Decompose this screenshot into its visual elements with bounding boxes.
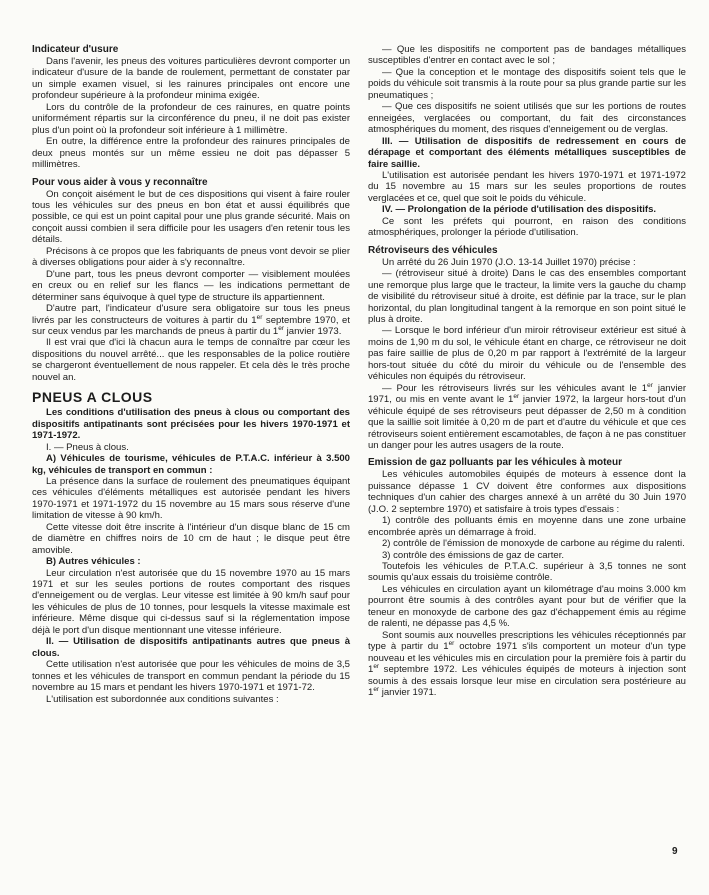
text-run: Sont soumis aux nouvelles prescriptions les véhicules réceptionnés par type à partir du 1 <box>368 629 686 653</box>
paragraph: Précisons à ce propos que les fabriquants de pneus vont devoir se plier à diverses obligations pour aider à s'y reconnaître. <box>32 245 350 269</box>
paragraph: — Que les dispositifs ne comportent pas de bandages métalliques susceptibles d'entrer en contact avec le sol ; <box>368 44 686 67</box>
superscript: er <box>513 392 520 400</box>
text-run: septembre 1972. Les véhicules équipés de moteurs à injection sont soumis à des essais lorsque leur mise en circulation sera postérieure au 1 <box>368 664 686 699</box>
superscript: er <box>373 685 380 693</box>
paragraph: En outre, la différence entre la profondeur des rainures principales de deux pneus montés sur un même essieu ne doit pas dépasser 5 millimètres. <box>32 136 350 171</box>
left-column <box>32 44 350 705</box>
paragraph: On conçoit aisément le but de ces dispositions qui visent à faire rouler tous les véhicules sur des pneus en bon état et aussi équilibrés que possible, ce qui est un point capital pour une plus grande sécurité. Mais on conçoit aussi combien il sera difficile pour les usagers d'en retenir tous les détails. <box>32 188 350 246</box>
paragraph: Toutefois les véhicules de P.T.A.C. supérieur à 3,5 tonnes ne sont soumis qu'aux essais du troisième contrôle. <box>368 561 686 584</box>
subsection-heading <box>32 442 350 453</box>
subsection-heading: IV. — Prolongation de la période d'utilisation des dispositifs. <box>382 204 657 216</box>
paragraph: Leur circulation n'est autorisée que du 15 novembre 1970 au 15 mars 1971 et sur les seules portions de routes comportant des risques d'enneigement ou de verglas. Leur vitesse est limitée à 90 km/h sauf pour les véhicules de plus de 10 tonnes, pour lesquels la vitesse maximale est inférieure. Même disque qui ci-dessus sauf si la réglementation impose déjà le port d'un disque mentionnant une vitesse inférieure. <box>32 567 350 636</box>
subsection-heading: A) Véhicules de tourisme, véhicules de P.T.A.C. inférieur à 3.500 kg, véhicules de transport en commun : <box>32 453 350 476</box>
right-column <box>368 44 686 698</box>
text-run: octobre 1971 s'ils comportent un moteur d'un type nouveau et les véhicules mis en circulation pour la première fois à partir du 1 <box>368 641 686 676</box>
page-number: 9 <box>672 846 678 857</box>
paragraph: L'utilisation est subordonnée aux conditions suivantes : <box>46 693 279 705</box>
paragraph <box>368 630 686 699</box>
section-heading-help: Pour vous aider à vous y reconnaître <box>32 176 208 188</box>
paragraph: Les véhicules en circulation ayant un kilométrage d'au moins 3.000 km pourront être soumis à des contrôles ayant pour but de vérifier que la teneur en monoxyde de carbone des gaz d'échappement émis au régime de ralenti, ne dépasse pas 4,5 %. <box>368 583 686 630</box>
superscript: er <box>256 313 263 321</box>
paragraph: Cette vitesse doit être inscrite à l'intérieur d'un disque blanc de 15 cm de diamètre en chiffres noirs de 10 cm de haut ; le disque peut être amovible. <box>32 521 350 556</box>
paragraph: Il est vrai que d'ici là chacun aura le temps de connaître par cœur les dispositions du nouvel arrêté... que les responsables de la police routière se chargeront éventuellement de nous rappeler. Et cela dès le très proche nouvel an. <box>32 337 350 383</box>
paragraph: 1) contrôle des polluants émis en moyenne dans une zone urbaine encombrée après un démarrage à froid. <box>368 515 686 538</box>
paragraph <box>32 303 350 337</box>
paragraph: Ce sont les préfets qui pourront, en raison des conditions atmosphériques, prolonger la période d'utilisation. <box>368 215 686 239</box>
section-heading-emissions: Emission de gaz polluants par les véhicules à moteur <box>368 457 622 469</box>
paragraph: Dans l'avenir, les pneus des voitures particulières devront comporter un indicateur d'usure de la bande de roulement, permettant de constater par un simple examen visuel, si les rainures principales ont encore une profondeur supérieure à la profondeur minima exigée. <box>32 56 350 102</box>
paragraph: — Lorsque le bord inférieur d'un miroir rétroviseur extérieur est situé à moins de 1,90 m du sol, le véhicule étant en charge, ce rétroviseur ne doit pas faire saillie de plus de 0,20 m par rapport à l'extrémité de la largeur hors-tout située du côté du miroir du véhicule ou de l'ensemble des véhicules non équipés du rétroviseur. <box>368 325 686 383</box>
paragraph: Lors du contrôle de la profondeur de ces rainures, en quatre points uniformément répartis sur la circonférence du pneu, il ne doit pas exister plus d'un point où la profondeur soit inférieure à 1 millimètre. <box>32 101 350 136</box>
paragraph: D'une part, tous les pneus devront comporter — visiblement moulées en creux ou en relief sur les flancs — les indications permettant de déterminer sans équivoque à quel type de structure ils appartiennent. <box>32 268 350 303</box>
section-heading-mirrors: Rétroviseurs des véhicules <box>368 244 498 256</box>
text-run: janvier 1971, ou mis en vente avant le 1 <box>368 382 686 406</box>
paragraph: Cette utilisation n'est autorisée que pour les véhicules de moins de 3,5 tonnes et les véhicules de transport en commun pendant la période du 15 novembre au 15 mars et pendant les hivers 1970-1971 et 1971-72. <box>32 659 350 694</box>
subsection-heading: B) Autres véhicules : <box>46 556 141 568</box>
superscript: er <box>278 324 285 332</box>
paragraph: — Que ces dispositifs ne soient utilisés que sur les portions de routes enneigées, verglacées ou comportant, du fait des circonstances atmosphériques du moment, des risques d'enneigement ou de verglas. <box>368 101 686 136</box>
text-run: janvier 1973. <box>284 325 342 337</box>
paragraph: Les véhicules automobiles équipés de moteurs à essence dont la puissance dépasse 1 CV doivent être conformes aux dispositions techniques d'un cahier des charges annexé à un arrêté du 30 Juin 1970 (J.O. 2 septembre 1970) et satisfaire à trois types d'essais : <box>368 469 686 515</box>
section-heading-studded-tires: PNEUS A CLOUS <box>32 389 153 406</box>
paragraph <box>368 383 686 452</box>
paragraph: L'utilisation est autorisée pendant les hivers 1970-1971 et 1971-1972 du 15 novembre au 15 mars sur les seules proportions de routes verglacées et ce, quel que soit le poids du véhicule. <box>368 169 686 204</box>
superscript: er <box>373 662 380 670</box>
section-intro: Les conditions d'utilisation des pneus à clous ou comportant des dispositifs antipatinants sont précisées pour les hivers 1970-1971 et 1971-1972. <box>32 407 350 442</box>
paragraph: 2) contrôle de l'émission de monoxyde de carbone au régime du ralenti. <box>382 538 685 550</box>
text-run: D'autre part, l'indicateur d'usure sera obligatoire sur tous les pneus livrés par les constructeurs de voitures à partir du 1 <box>32 303 350 326</box>
paragraph: La présence dans la surface de roulement des pneumatiques équipant ces véhicules d'éléments métalliques est autorisée pendant les hivers 1970-1971 et 1971-1972 du 15 novembre au 15 mars sous réserve d'une limitation de vitesse à 90 km/h. <box>32 475 350 522</box>
subsection-heading: II. — Utilisation de dispositifs antipatinants autres que pneus à clous. <box>32 636 350 659</box>
paragraph: Un arrêté du 26 Juin 1970 (J.O. 13-14 Juillet 1970) précise : <box>382 256 636 268</box>
paragraph: — Que la conception et le montage des dispositifs soient tels que le poids du véhicule soit transmis à la route pour sa plus grande partie sur les pneumatiques ; <box>368 66 686 101</box>
paragraph: 3) contrôle des émissions de gaz de carter. <box>382 549 565 561</box>
superscript: er <box>647 381 653 389</box>
section-heading-wear-indicator: Indicateur d'usure <box>32 44 119 55</box>
subsection-title: I. — Pneus à clous. <box>46 441 129 453</box>
text-run: janvier 1971. <box>379 687 437 699</box>
subsection-heading: III. — Utilisation de dispositifs de redressement en cours de dérapage et comportant des éléments métalliques susceptibles de faire saillie. <box>368 135 686 170</box>
text-run: — Pour les rétroviseurs livrés sur les véhicules avant le 1 <box>382 382 648 394</box>
superscript: er <box>448 640 455 648</box>
text-run: septembre 1970, et sur ceux vendus par les marchands de pneus à partir du 1 <box>32 314 350 337</box>
text-run: janvier 1972, la largeur hors-tout d'un véhicule équipé de ses rétroviseurs peut dépasser de 2,50 m à condition que la saillie soit limitée à 0,20 m de part et d'autre du véhicule et que ces rétroviseurs soient entièrement escamotables, de façon à ne pas constituer un danger pour les autres usagers de la route. <box>368 394 686 451</box>
paragraph: — (rétroviseur situé à droite) Dans le cas des ensembles comportant une remorque plus large que le tracteur, la limite vers la gauche du champ de visibilité du rétroviseur situé à droite, est définie par la trace, sur le plan horizontal, du plan longitudinal tangent à la remorque en son point situé le plus à droite. <box>368 268 686 325</box>
